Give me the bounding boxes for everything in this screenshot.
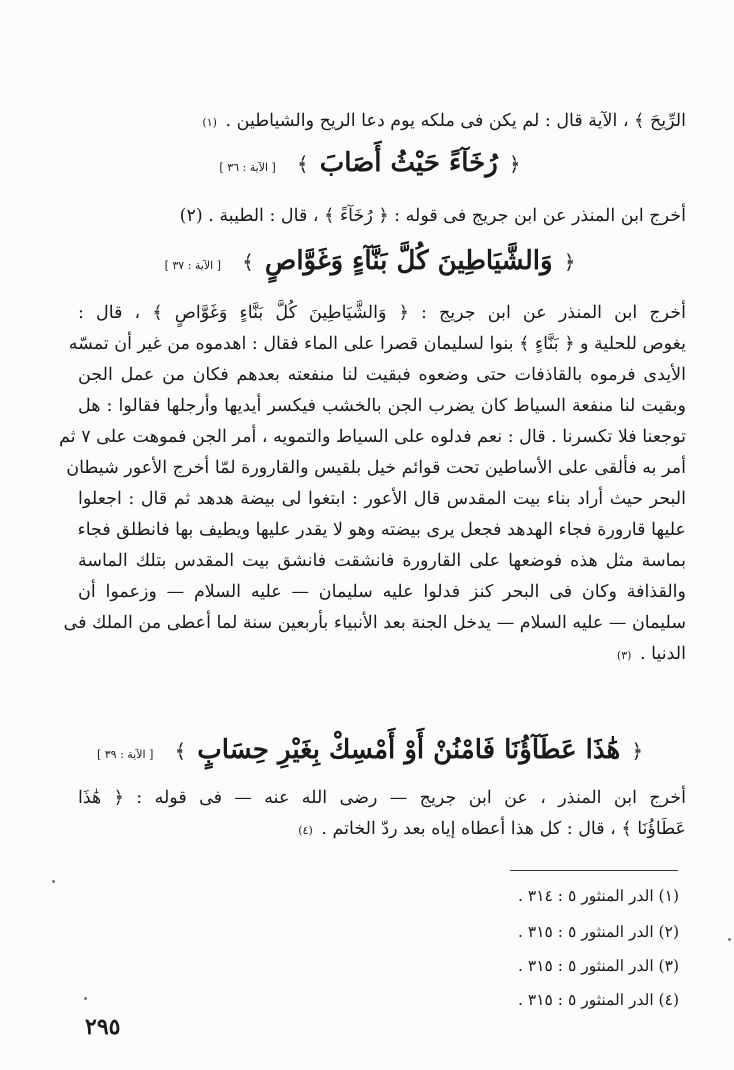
paragraph-line: أخرج ابن المنذر عن ابن جريج : ﴿ وَالشَّيَاطِينَ كُلَّ بَنَّاءٍ وَغَوَّاصٍ ﴾ ، قال : bbox=[78, 303, 686, 323]
verse-reference: [ الآية : ٣٩ ] bbox=[96, 748, 154, 761]
footnote-marker-4: (٤) bbox=[298, 824, 313, 837]
scan-speck bbox=[728, 938, 731, 941]
verse-heading-37 bbox=[60, 246, 686, 276]
page-number: ٢٩٥ bbox=[85, 1014, 121, 1040]
verse-reference: [ الآية : ٣٧ ] bbox=[164, 259, 221, 272]
paragraph-line-last bbox=[78, 641, 686, 669]
paragraph-line: أخرج ابن المنذر ، عن ابن جريج — رضى الله عنه — فى قوله : ﴿ هَٰذَا bbox=[78, 788, 686, 808]
paragraph-line: يغوص للحلية و ﴿ بَنَّاءٍ ﴾ بنوا لسليمان قصرا على الماء فقال : اهدموه من غير أن تمسّه bbox=[68, 334, 686, 354]
verse-heading-39 bbox=[60, 735, 686, 765]
footnote-2: (٢) الدر المنثور ٥ : ٣١٥ . bbox=[518, 923, 679, 941]
verse-heading-36 bbox=[60, 148, 686, 178]
intro-text: الرِّيحَ ﴾ ، الآية قال : لم يكن فى ملكه يوم دعا الريح والشياطين . bbox=[225, 111, 686, 131]
verse-bracket-open: ﴿ bbox=[508, 152, 521, 176]
footnote-1: (١) الدر المنثور ٥ : ٣١٤ . bbox=[518, 887, 679, 905]
paragraph-line: وبقيت لنا منفعة السياط كان يضرب الجن بالخشب فيكسر أيديها وأرجلها فقالوا : هل bbox=[78, 396, 686, 416]
verse-reference: [ الآية : ٣٦ ] bbox=[219, 161, 276, 174]
paragraph-line: والقذافة وكان فى البحر كنز فدلوا عليه سليمان — عليه السلام — وزعموا أن bbox=[78, 582, 686, 602]
verse-bracket-open: ﴿ bbox=[631, 739, 644, 763]
scan-speck bbox=[84, 997, 87, 1000]
footnote-marker-3: (٣) bbox=[616, 649, 632, 662]
paragraph-line: أمر به فألقى على الأساطين تحت قوائم خيل بلقيس والقارورة لمّا أخرج الأعور شيطان bbox=[66, 458, 686, 478]
verse-bracket-close: ﴾ bbox=[296, 152, 309, 176]
intro-line bbox=[78, 108, 686, 136]
verse-bracket-close: ﴾ bbox=[174, 739, 187, 763]
footnote-divider bbox=[510, 870, 678, 871]
paragraph-line: بماسة مثل هذه فوضعها على القارورة فانشقت فانشق بيت المقدس بتلك الماسة bbox=[78, 551, 686, 571]
paragraph-line: الأيدى فرموه بالقاذفات حتى وضعوه فبقيت لنا منفعته بعدهم فكان من عمل الجن bbox=[78, 365, 686, 385]
paragraph-text: الدنيا . bbox=[640, 644, 686, 664]
paragraph-line-last bbox=[78, 816, 686, 844]
verse-bracket-open: ﴿ bbox=[563, 250, 576, 274]
footnote-3: (٣) الدر المنثور ٥ : ٣١٥ . bbox=[518, 957, 679, 975]
paragraph-line: توجعنا فلا تكسرنا . قال : نعم فدلوه على السياط والتمويه ، أمر الجن فموهت على ٧ ثم bbox=[59, 427, 686, 447]
paragraph-line: البحر حيث أراد بناء بيت المقدس قال الأعور : ابتغوا لى بيضة هدهد ثم قال : اجعلوا bbox=[78, 489, 686, 509]
paragraph-text: عَطَاؤُنَا ﴾ ، قال : كل هذا أعطاه إياه بعد ردّ الخاتم . bbox=[321, 819, 686, 839]
footnote-4: (٤) الدر المنثور ٥ : ٣١٥ . bbox=[518, 991, 679, 1009]
paragraph-line: أخرج ابن المنذر عن ابن جريج فى قوله : ﴿ رُخَآءً ﴾ ، قال : الطيبة . (٢) bbox=[179, 206, 686, 226]
verse-text: رُخَآءً حَيْثُ أَصَابَ bbox=[319, 148, 498, 178]
paragraph-line: سليمان — عليه السلام — يدخل الجنة بعد الأنبياء بأربعين سنة لما أعطى من الملك فى bbox=[63, 613, 686, 633]
footnote-marker-1: (١) bbox=[202, 116, 217, 129]
scan-speck bbox=[52, 880, 55, 883]
paragraph-line: عليها قارورة فجاء الهدهد فجعل يرى بيضته وهو لا يقدر عليها ويطيف بها فانطلق فجاء bbox=[77, 520, 686, 540]
verse-text: هَٰذَا عَطَآؤُنَا فَامْنُنْ أَوْ أَمْسِكْ بِغَيْرِ حِسَابٍ bbox=[197, 735, 621, 765]
verse-bracket-close: ﴾ bbox=[242, 250, 254, 274]
verse-text: وَالشَّيَاطِينَ كُلَّ بَنَّآءٍ وَغَوَّاصٍ bbox=[264, 246, 553, 276]
